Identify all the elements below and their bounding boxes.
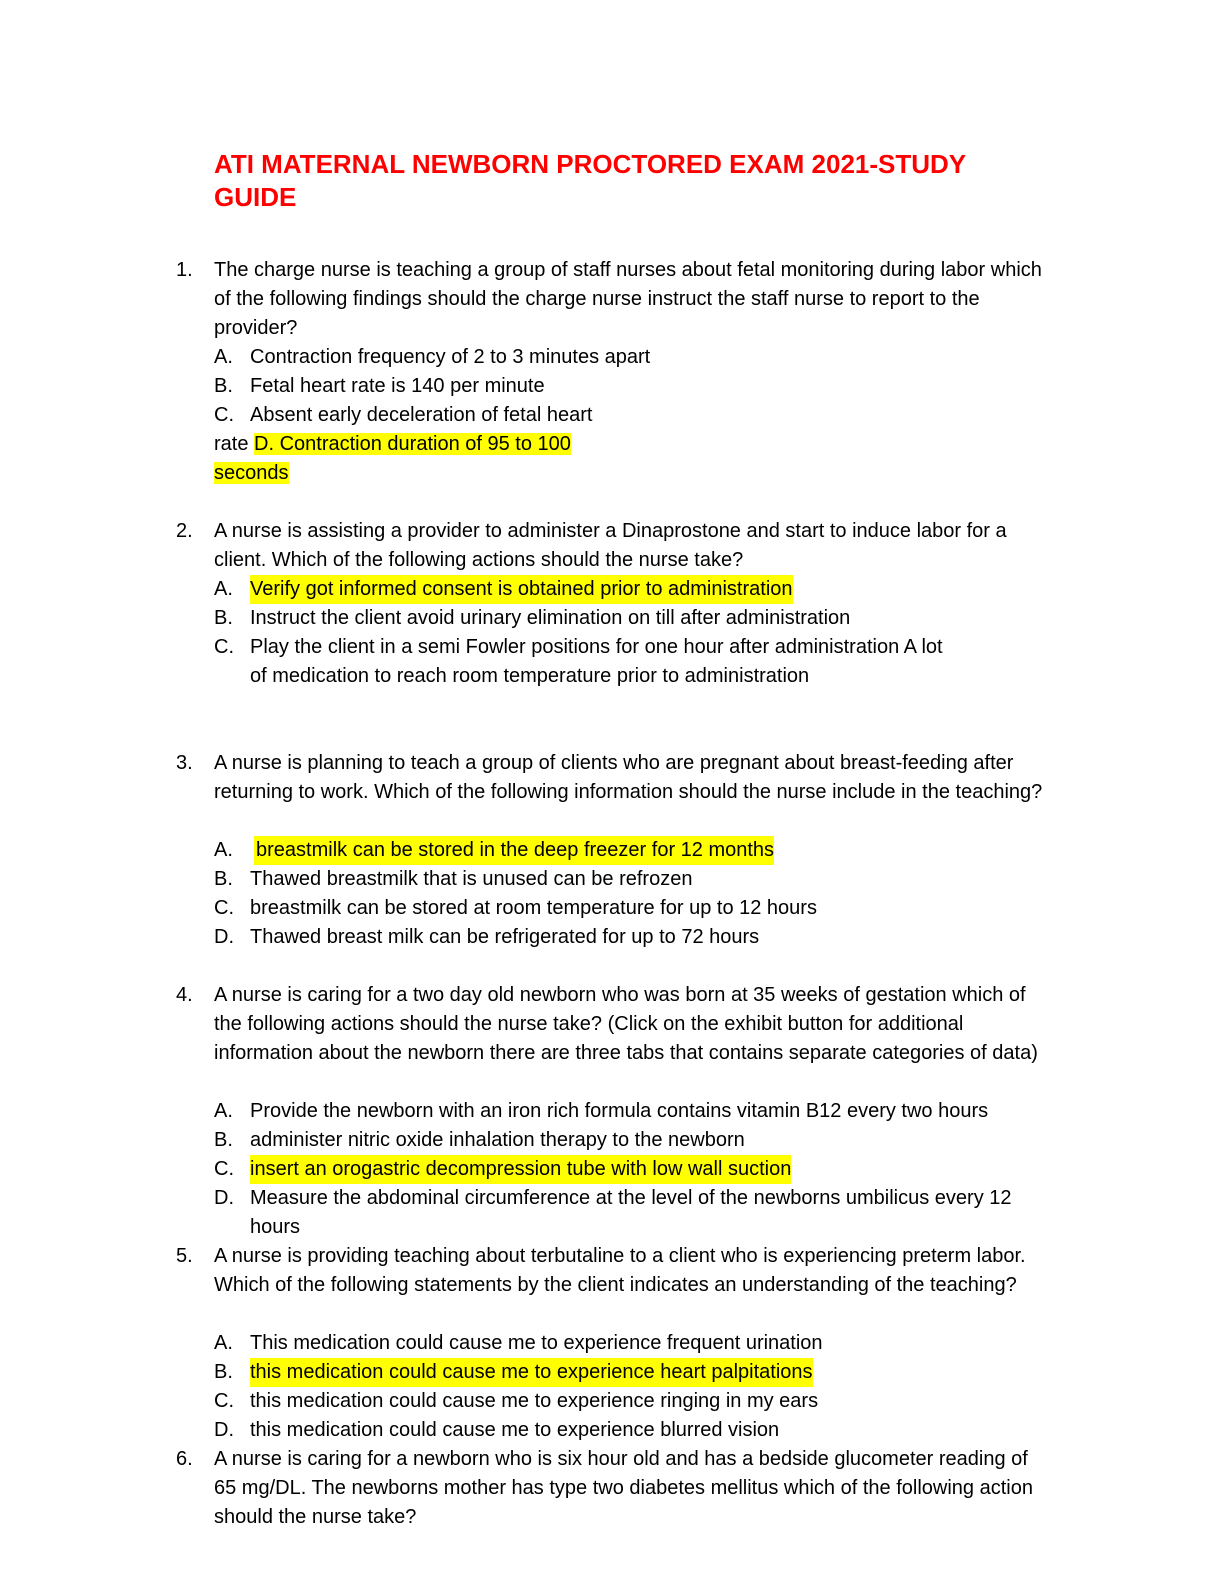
question-number: 6. <box>176 1448 193 1470</box>
question-number: 5. <box>176 1245 193 1267</box>
option-letter: B. <box>214 1361 233 1383</box>
question-stem: A nurse is caring for a newborn who is six hour old and has a bedside glucometer reading of 65 mg/DL. The newborns mother has type two diabetes mellitus which of the following action should the nurse take? <box>214 1448 1033 1528</box>
option-text: this medication could cause me to experience ringing in my ears <box>250 1390 819 1412</box>
option-text: This medication could cause me to experience frequent urination <box>250 1332 823 1354</box>
option-c-continuation <box>214 430 571 459</box>
option-text: Play the client in a semi Fowler positions for one hour after administration A lot of medication to reach room temperature prior to administration <box>250 636 943 687</box>
question-stem: The charge nurse is teaching a group of staff nurses about fetal monitoring during labor which of the following findings should the charge nurse instruct the staff nurse to report to the provider? <box>214 259 1042 339</box>
option-text: insert an orogastric decompression tube with low wall suction <box>250 1155 791 1184</box>
option-letter: B. <box>214 1129 233 1151</box>
option-letter: A. <box>214 1332 233 1354</box>
option-text: this medication could cause me to experience heart palpitations <box>250 1358 813 1387</box>
option-text: this medication could cause me to experience blurred vision <box>250 1419 780 1441</box>
option-letter: B. <box>214 375 233 397</box>
option-letter: A. <box>214 578 233 600</box>
option-text: rate <box>214 433 249 455</box>
option-text: administer nitric oxide inhalation therapy to the newborn <box>250 1129 745 1151</box>
option-text: breastmilk can be stored at room temperature for up to 12 hours <box>250 897 817 919</box>
question-number: 3. <box>176 752 193 774</box>
option-text: breastmilk can be stored in the deep freezer for 12 months <box>254 836 774 865</box>
option-text: Verify got informed consent is obtained prior to administration <box>250 575 793 604</box>
option-letter: B. <box>214 607 233 629</box>
option-text: Instruct the client avoid urinary elimination on till after administration <box>250 607 851 629</box>
question-number: 1. <box>176 259 193 281</box>
document-title: ATI MATERNAL NEWBORN PROCTORED EXAM 2021-STUDY GUIDE <box>214 149 966 212</box>
option-text: Fetal heart rate is 140 per minute <box>250 375 545 397</box>
option-text: seconds <box>214 462 289 484</box>
question-stem: A nurse is providing teaching about terbutaline to a client who is experiencing preterm labor. Which of the following statements by the client indicates an understanding of the teaching? <box>214 1245 1026 1296</box>
option-letter: C. <box>214 404 234 426</box>
question-number: 2. <box>176 520 193 542</box>
option-text: Provide the newborn with an iron rich formula contains vitamin B12 every two hours <box>250 1100 989 1122</box>
option-letter: A. <box>214 346 233 368</box>
option-text: Absent early deceleration of fetal heart <box>250 404 593 426</box>
question-stem: A nurse is planning to teach a group of clients who are pregnant about breast-feeding after returning to work. Which of the following information should the nurse include in the teaching? <box>214 752 1043 803</box>
option-text: Measure the abdominal circumference at the level of the newborns umbilicus every 12 hours <box>250 1187 1012 1238</box>
option-letter: C. <box>214 1390 234 1412</box>
option-letter: B. <box>214 868 233 890</box>
option-letter: A. <box>214 839 233 861</box>
option-text: Contraction frequency of 2 to 3 minutes apart <box>250 346 651 368</box>
option-letter: C. <box>214 897 234 919</box>
question-stem: A nurse is caring for a two day old newborn who was born at 35 weeks of gestation which of the following actions should the nurse take? (Click on the exhibit button for additional information about the newborn there are three tabs that contains separate categories of data) <box>214 984 1038 1064</box>
question-number: 4. <box>176 984 193 1006</box>
option-letter: D. <box>214 1419 234 1441</box>
option-text: Thawed breastmilk that is unused can be refrozen <box>250 868 693 890</box>
option-text: Thawed breast milk can be refrigerated for up to 72 hours <box>250 926 760 948</box>
option-letter: D. <box>214 926 234 948</box>
question-stem: A nurse is assisting a provider to administer a Dinaprostone and start to induce labor for a client. Which of the following actions should the nurse take? <box>214 520 1007 571</box>
option-letter: C. <box>214 636 234 658</box>
option-d-highlighted: D. Contraction duration of 95 to 100 <box>254 433 571 455</box>
option-d-continuation <box>214 459 289 488</box>
option-letter: C. <box>214 1158 234 1180</box>
option-letter: D. <box>214 1187 234 1209</box>
option-letter: A. <box>214 1100 233 1122</box>
